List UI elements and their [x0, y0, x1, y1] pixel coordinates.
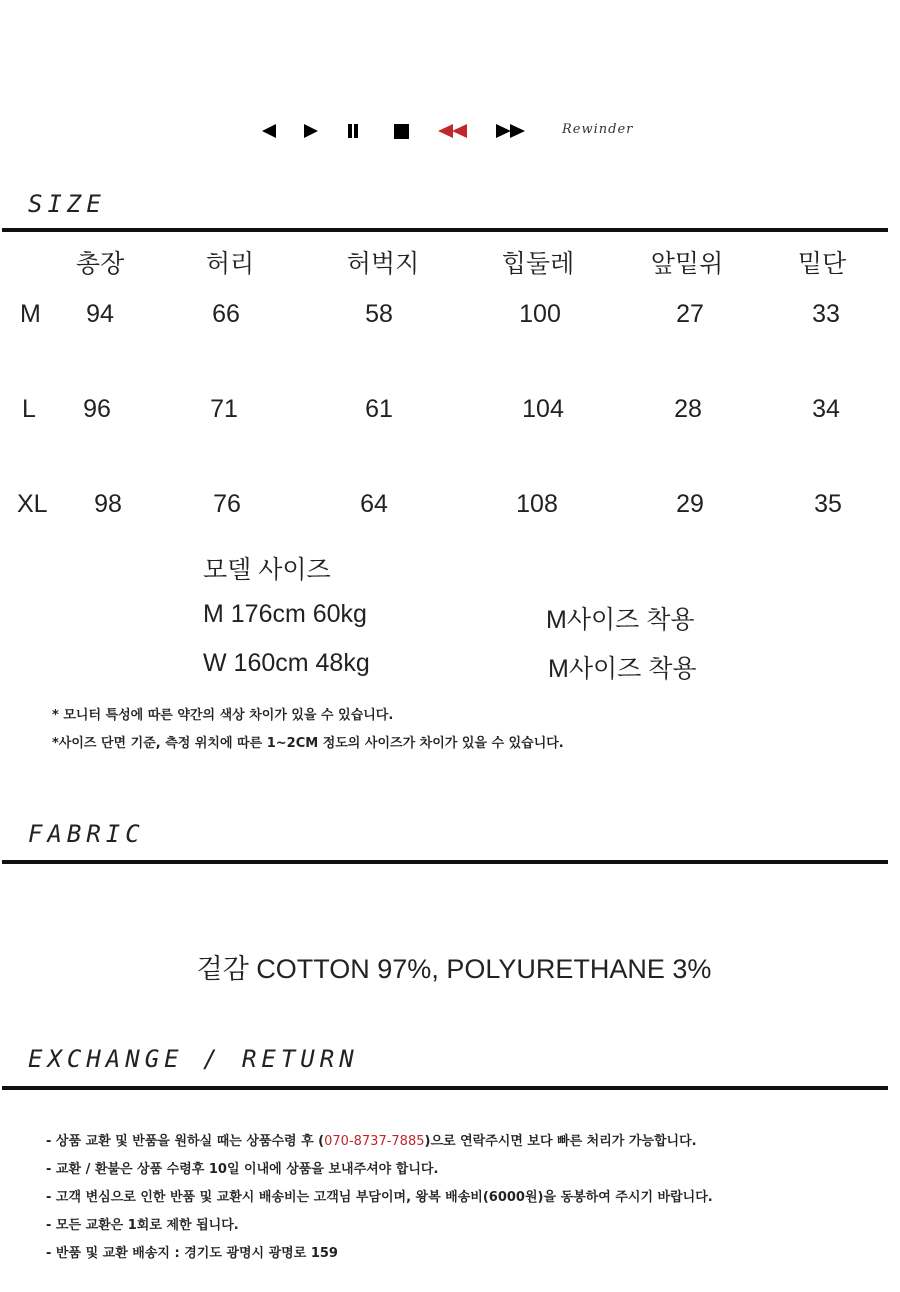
fabric-divider [2, 860, 888, 864]
exchange-policy-line: - 반품 및 교환 배송지 : 경기도 광명시 광명로 159 [46, 1246, 338, 1261]
header-front-rise: 앞밑위 [650, 250, 724, 278]
row-label-xl: XL [17, 490, 48, 518]
exchange-policy-line: - 고객 변심으로 인한 반품 및 교환시 배송비는 고객님 부담이며, 왕복 배송비(6000원)을 동봉하여 주시기 바랍니다. [46, 1190, 713, 1205]
row-label-l: L [22, 395, 36, 423]
model-spec-female: W 160cm 48kg [203, 649, 370, 677]
size-divider [2, 228, 888, 232]
measure-notice: *사이즈 단면 기준, 측정 위치에 따른 1~2CM 정도의 사이즈가 차이가 있을 수 있습니다. [52, 736, 564, 751]
exchange-section-title: EXCHANGE / RETURN [28, 1045, 359, 1073]
table-cell: 96 [83, 395, 111, 423]
rewind-icon[interactable] [438, 124, 470, 138]
header-thigh: 허벅지 [346, 250, 420, 278]
exchange-policy-line: - 교환 / 환불은 상품 수령후 10일 이내에 상품을 보내주셔야 합니다. [46, 1162, 439, 1177]
exchange-divider [2, 1086, 888, 1090]
table-cell: 104 [522, 395, 564, 423]
model-size-title: 모델 사이즈 [203, 556, 331, 584]
header-hip: 힙둘레 [501, 250, 575, 278]
table-cell: 58 [365, 300, 393, 328]
pause-icon[interactable] [346, 124, 360, 138]
table-cell: 71 [210, 395, 238, 423]
brand-logo-text: Rewinder [562, 122, 634, 137]
table-cell: 34 [812, 395, 840, 423]
prev-icon[interactable] [262, 124, 276, 138]
play-icon[interactable] [304, 124, 318, 138]
table-cell: 28 [674, 395, 702, 423]
header-waist: 허리 [205, 250, 255, 278]
size-section-title: SIZE [28, 190, 106, 218]
table-cell: 100 [519, 300, 561, 328]
fabric-composition: 겉감 COTTON 97%, POLYURETHANE 3% [196, 954, 712, 984]
color-notice: * 모니터 특성에 따른 약간의 색상 차이가 있을 수 있습니다. [52, 708, 394, 723]
stop-icon[interactable] [394, 124, 409, 139]
table-cell: 98 [94, 490, 122, 518]
table-cell: 29 [676, 490, 704, 518]
contact-phone[interactable]: 070-8737-7885 [324, 1134, 425, 1149]
header-total-length: 총장 [75, 250, 125, 278]
exchange-policy-line: - 모든 교환은 1회로 제한 됩니다. [46, 1218, 239, 1233]
table-cell: 66 [212, 300, 240, 328]
exchange-line1-text-end: )으로 연락주시면 보다 빠른 처리가 가능합니다. [424, 1134, 697, 1149]
table-cell: 108 [516, 490, 558, 518]
row-label-m: M [20, 300, 41, 328]
table-cell: 76 [213, 490, 241, 518]
exchange-policy-line [46, 1130, 697, 1149]
player-controls [258, 118, 678, 144]
table-cell: 35 [814, 490, 842, 518]
header-hem: 밑단 [797, 250, 847, 278]
model-fit-female: M사이즈 착용 [548, 655, 697, 683]
fabric-section-title: FABRIC [28, 820, 145, 848]
table-cell: 27 [676, 300, 704, 328]
table-cell: 61 [365, 395, 393, 423]
model-fit-male: M사이즈 착용 [546, 606, 695, 634]
fast-forward-icon[interactable] [496, 124, 528, 138]
model-spec-male: M 176cm 60kg [203, 600, 367, 628]
table-cell: 94 [86, 300, 114, 328]
table-cell: 33 [812, 300, 840, 328]
exchange-line1-text: - 상품 교환 및 반품을 원하실 때는 상품수령 후 ( [46, 1134, 325, 1149]
table-cell: 64 [360, 490, 388, 518]
